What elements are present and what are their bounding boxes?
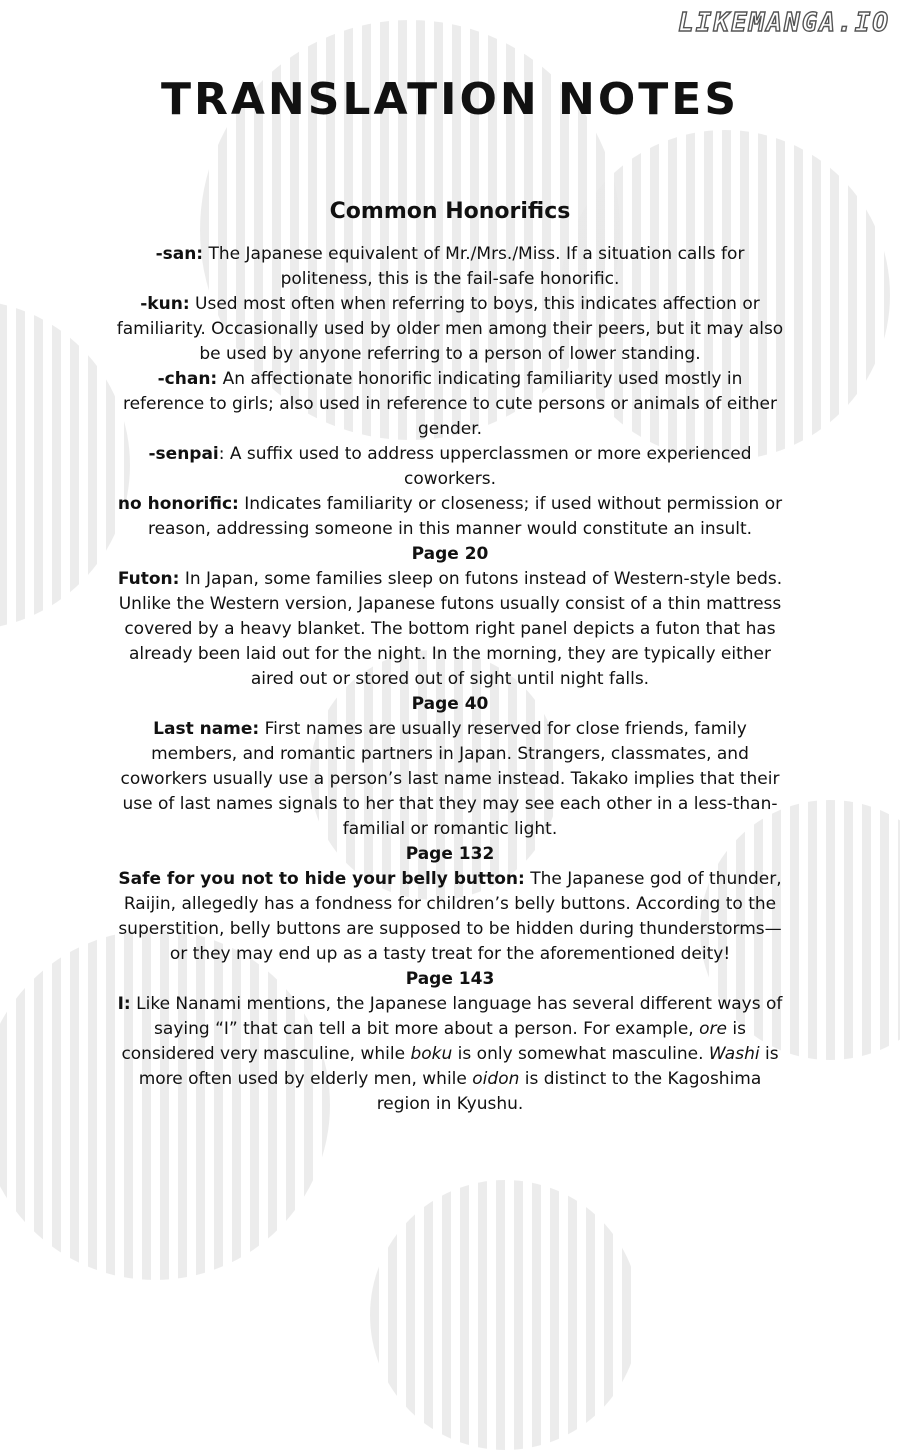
note-page-heading: Page 132: [405, 844, 495, 864]
honorific-definition: Indicates familiarity or closeness; if used without permission or reason, addressing someone in this manner would constitute an insult.: [147, 494, 783, 539]
note-italic-word: boku: [410, 1044, 453, 1064]
note-text: Like Nanami mentions, the Japanese language has several different ways of saying “I” that can tell a bit more about a person. For example,: [130, 994, 783, 1039]
honorific-term: -senpai: [148, 444, 219, 464]
note-italic-word: Washi: [708, 1044, 760, 1064]
honorific-term: no honorific:: [117, 494, 239, 514]
page-title: TRANSLATION NOTES: [160, 74, 740, 125]
note-entry: [115, 867, 785, 967]
note-text: is distinct to the Kagoshima region in Kyushu.: [376, 1069, 762, 1114]
honorific-entry: [115, 242, 785, 292]
note-page-heading: Page 20: [411, 544, 489, 564]
honorific-entry: [115, 492, 785, 542]
note-entry: [115, 717, 785, 842]
honorific-entry: [115, 442, 785, 492]
honorific-term: -kun:: [140, 294, 190, 314]
honorific-definition: An affectionate honorific indicating familiarity used mostly in reference to girls; also used in reference to cute persons or animals of either gender.: [122, 369, 777, 439]
honorific-term: -san:: [155, 244, 204, 264]
note-entry: [115, 567, 785, 692]
honorific-term: -chan:: [157, 369, 218, 389]
note-text: is only somewhat masculine.: [452, 1044, 709, 1064]
note-italic-word: ore: [699, 1019, 727, 1039]
note-term: Safe for you not to hide your belly button:: [118, 869, 525, 889]
note-text: In Japan, some families sleep on futons instead of Western-style beds. Unlike the Western version, Japanese futons usually consist of a thin mattress covered by a heavy blanket. The bottom right panel depicts a futon that has already been laid out for the night. In the morning, they are typically either aired out or stored out of sight until night falls.: [118, 569, 783, 689]
note-text: The Japanese god of thunder, Raijin, allegedly has a fondness for children’s belly buttons. According to the superstition, belly buttons are supposed to be hidden during thunderstorms—or they may end up as a tasty treat for the aforementioned deity!: [118, 869, 782, 964]
note-text: is considered very masculine, while: [121, 1019, 746, 1064]
honorific-entry: [115, 292, 785, 367]
note-term: Last name:: [153, 719, 260, 739]
note-page-heading: Page 143: [405, 969, 495, 989]
notes-content: [115, 196, 785, 1117]
honorific-definition: : A suffix used to address upperclassmen or more experienced coworkers.: [218, 444, 752, 489]
note-page-heading: Page 40: [411, 694, 489, 714]
note-text: is more often used by elderly men, while: [138, 1044, 779, 1089]
site-watermark: LIKEMANGA.IO: [678, 8, 890, 38]
note-italic-word: oidon: [472, 1069, 520, 1089]
note-term: I:: [117, 994, 131, 1014]
honorific-definition: Used most often when referring to boys, this indicates affection or familiarity. Occasionally used by older men among their peers, but it may also be used by anyone referring to a person of lower standing.: [116, 294, 784, 364]
honorific-definition: The Japanese equivalent of Mr./Mrs./Miss. If a situation calls for politeness, this is the fail-safe honorific.: [203, 244, 745, 289]
decorative-striped-circle: [0, 300, 130, 630]
honorifics-heading: Common Honorifics: [329, 199, 571, 224]
honorific-entry: [115, 367, 785, 442]
decorative-striped-circle: [370, 1180, 640, 1450]
note-entry: [115, 992, 785, 1117]
note-text: First names are usually reserved for close friends, family members, and romantic partners in Japan. Strangers, classmates, and coworkers usually use a person’s last name instead. Takako implies that their use of last names signals to her that they may see each other in a less-than-familial or romantic light.: [120, 719, 780, 839]
note-term: Futon:: [117, 569, 180, 589]
